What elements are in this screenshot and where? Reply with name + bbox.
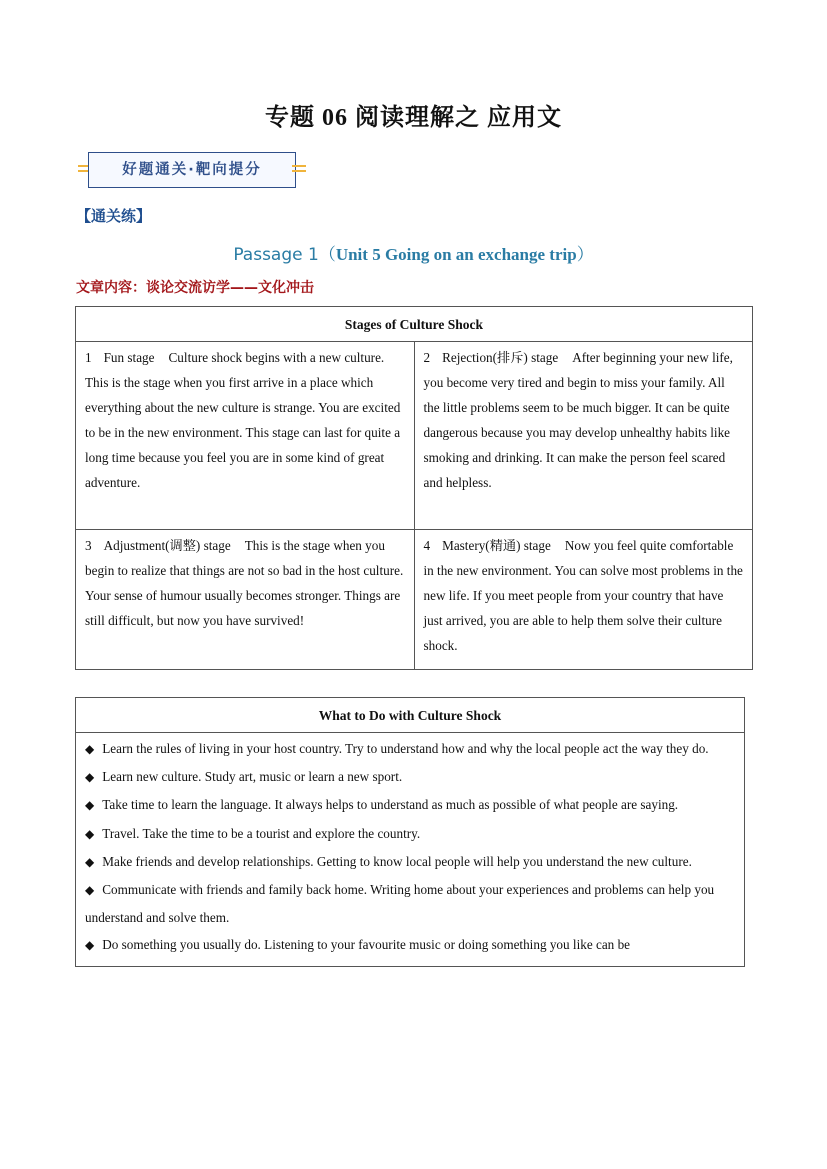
diamond-bullet-icon: ◆ <box>85 938 95 953</box>
stage-name: Rejection(排斥) stage <box>442 350 559 365</box>
stage-number: 1 <box>85 350 92 365</box>
diamond-bullet-icon: ◆ <box>85 770 95 785</box>
passage-title <box>0 240 827 265</box>
tip-text: Communicate with friends and family back home. Writing home about your experiences and problems can help you understand and solve them. <box>85 882 715 926</box>
stage-name: Mastery(精通) stage <box>442 538 551 553</box>
tip-item <box>85 848 736 876</box>
what-to-do-table <box>75 697 745 967</box>
what-to-do-header: What to Do with Culture Shock <box>76 698 745 733</box>
tip-text: Do something you usually do. Listening to your favourite music or doing something you like can be <box>102 937 631 953</box>
diamond-bullet-icon: ◆ <box>85 826 95 841</box>
tip-item <box>85 876 736 931</box>
diamond-bullet-icon: ◆ <box>85 798 95 813</box>
tip-item <box>85 931 736 959</box>
stage-cell <box>76 530 415 670</box>
diamond-bullet-icon: ◆ <box>85 854 95 869</box>
tips-cell <box>76 733 745 967</box>
tip-item <box>85 820 736 848</box>
tip-item <box>85 735 736 763</box>
stage-text: Culture shock begins with a new culture. This is the stage when you first arrive in a place which everything about the new culture is strange. You are excited to be in the new environment. This stage can last for quite a long time because you feel you are in some kind of great adventure. <box>85 350 401 490</box>
stage-text: This is the stage when you begin to realize that things are not so bad in the host culture. Your sense of humour usually becomes stronger. Things are still difficult, but now you have survived! <box>85 538 404 628</box>
content-summary: 文章内容：谈论交流访学——文化冲击 <box>76 280 314 296</box>
passage-unit: Unit 5 Going on an exchange trip <box>335 245 577 264</box>
stage-number: 4 <box>423 538 431 553</box>
stage-number: 2 <box>423 350 431 365</box>
stage-cell <box>414 342 753 530</box>
tip-text: Learn new culture. Study art, music or learn a new sport. <box>102 769 403 785</box>
section-label: 【通关练】 <box>76 207 152 225</box>
stage-text: After beginning your new life, you become very tired and begin to miss your family. All the little problems seem to be much bigger. It can be quite dangerous because you may develop unhealthy habits like smoking and drinking. It can make the person feel scared and helpless. <box>423 350 733 490</box>
stage-text: Now you feel quite comfortable in the new environment. You can solve most problems in the new life. If you meet people from your country that have just arrived, you are able to help them solve their culture shock. <box>423 538 743 653</box>
stage-cell <box>76 342 415 530</box>
diamond-bullet-icon: ◆ <box>85 883 95 898</box>
stage-name: Adjustment(调整) stage <box>103 538 231 553</box>
passage-suffix: ） <box>576 245 594 265</box>
stage-name: Fun stage <box>103 350 155 365</box>
document-title: 专题 06 阅读理解之 应用文 <box>265 105 562 131</box>
badge-right-decoration-icon <box>292 165 306 177</box>
tip-item <box>85 791 736 819</box>
tip-item <box>85 763 736 791</box>
stages-table <box>75 306 753 670</box>
tip-text: Learn the rules of living in your host country. Try to understand how and why the local people act the way they do. <box>102 741 709 756</box>
section-badge <box>78 152 306 190</box>
badge-label: 好题通关·靶向提分 <box>88 152 296 188</box>
diamond-bullet-icon: ◆ <box>85 742 95 756</box>
stages-table-header: Stages of Culture Shock <box>76 307 753 342</box>
tip-text: Make friends and develop relationships. Getting to know local people will help you understand the new culture. <box>102 853 692 869</box>
passage-prefix: Passage 1（ <box>233 245 336 265</box>
stage-number: 3 <box>85 538 92 553</box>
stage-cell <box>414 530 753 670</box>
tip-text: Take time to learn the language. It always helps to understand as much as possible of what people are saying. <box>102 797 679 813</box>
tip-text: Travel. Take the time to be a tourist and explore the country. <box>102 825 421 841</box>
